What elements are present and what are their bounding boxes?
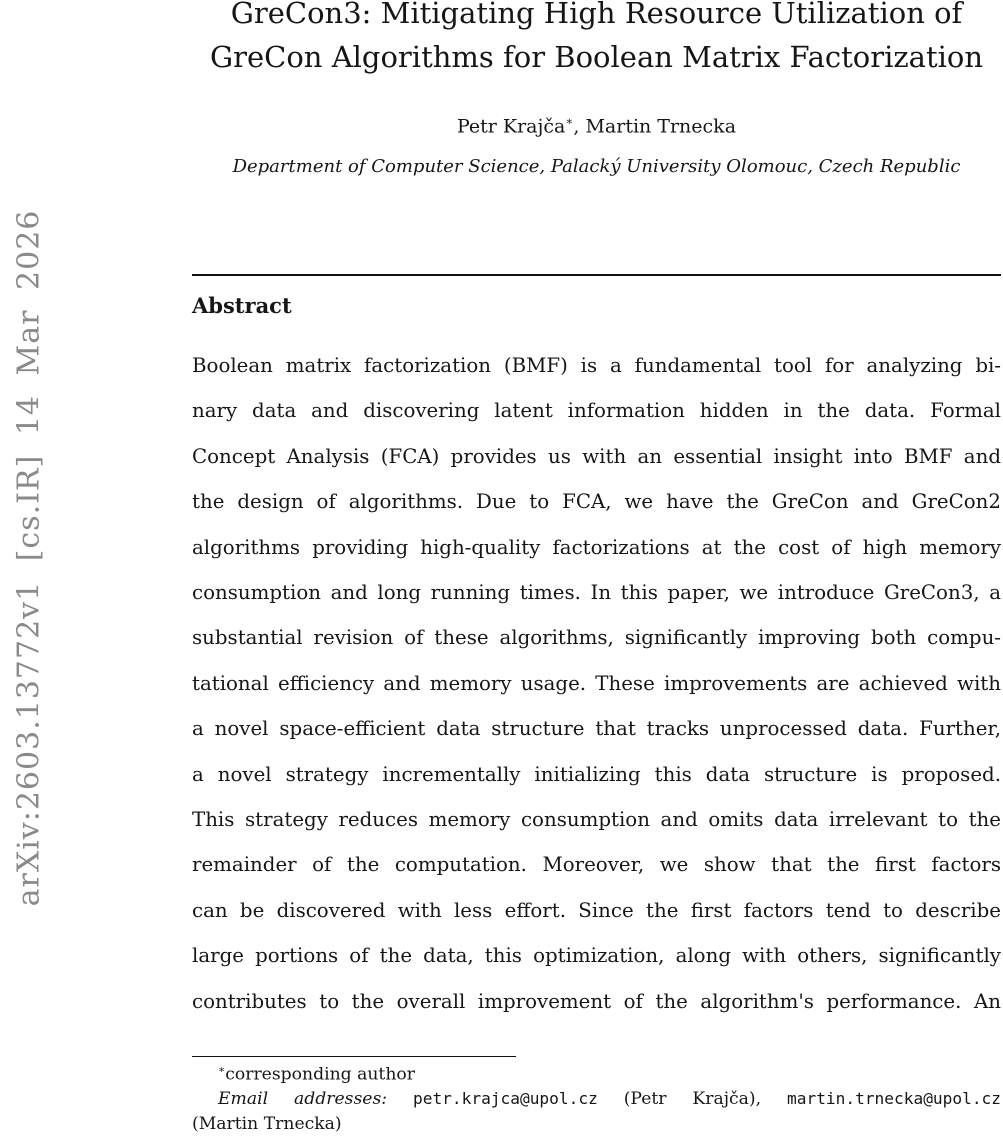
- author-1: Petr Krajča: [457, 115, 565, 137]
- email-address-2: martin.trnecka@upol.cz: [787, 1089, 1001, 1108]
- abstract-line: nary data and discovering latent information hidden in the data. Formal: [192, 388, 1001, 433]
- author-2: Martin Trnecka: [585, 115, 736, 137]
- email-addresses-label: Email addresses:: [218, 1089, 413, 1109]
- abstract-line: This strategy reduces memory consumption and omits data irrelevant to the: [192, 797, 1001, 842]
- abstract-line: Boolean matrix factorization (BMF) is a fundamental tool for analyzing bi-: [192, 343, 1001, 388]
- abstract-line: substantial revision of these algorithms, significantly improving both compu-: [192, 615, 1001, 660]
- corresponding-author-marker: ∗: [565, 114, 573, 128]
- footnote-corresponding-text: corresponding author: [225, 1065, 415, 1085]
- email-1-owner: (Petr Krajča),: [598, 1089, 787, 1109]
- abstract-line: a novel strategy incrementally initializing this data structure is proposed.: [192, 752, 1001, 797]
- footnote-corresponding: [192, 1063, 1001, 1085]
- email-2-owner: (Martin Trnecka): [192, 1112, 1001, 1136]
- affiliation: Department of Computer Science, Palacký University Olomouc, Czech Republic: [192, 156, 1001, 177]
- abstract-line: a novel space-efficient data structure that tracks unprocessed data. Further,: [192, 706, 1001, 751]
- abstract-line: the design of algorithms. Due to FCA, we have the GreCon and GreCon2: [192, 479, 1001, 524]
- abstract-line: tational efficiency and memory usage. These improvements are achieved with: [192, 661, 1001, 706]
- abstract-line: Concept Analysis (FCA) provides us with an essential insight into BMF and: [192, 434, 1001, 479]
- footnote-email-line: [192, 1087, 1001, 1112]
- abstract-line: consumption and long running times. In this paper, we introduce GreCon3, a: [192, 570, 1001, 615]
- email-address-1: petr.krajca@upol.cz: [413, 1089, 598, 1108]
- abstract-line: contributes to the overall improvement of the algorithm's performance. An: [192, 979, 1001, 1024]
- abstract-line: algorithms providing high-quality factorizations at the cost of high memory: [192, 525, 1001, 570]
- abstract-line: remainder of the computation. Moreover, we show that the first factors: [192, 842, 1001, 887]
- footnote-emails: [192, 1087, 1001, 1136]
- authors-line: [192, 114, 1001, 137]
- abstract-line: can be discovered with less effort. Since the first factors tend to describe: [192, 888, 1001, 933]
- paper-title-line-2: GreCon Algorithms for Boolean Matrix Factorization: [192, 35, 1001, 79]
- abstract-body: [192, 343, 1001, 1024]
- author-separator: ,: [573, 115, 585, 137]
- footnote-marker: ∗: [218, 1063, 225, 1076]
- arxiv-watermark: arXiv:2603.13772v1 [cs.IR] 14 Mar 2026: [12, 210, 47, 907]
- paper-title: [192, 0, 1001, 79]
- abstract-line: large portions of the data, this optimization, along with others, significantly: [192, 933, 1001, 978]
- abstract-heading: Abstract: [192, 293, 1001, 318]
- footnote-rule: [192, 1056, 516, 1057]
- abstract-top-rule: [192, 274, 1001, 276]
- paper-title-line-1: GreCon3: Mitigating High Resource Utilization of: [192, 0, 1001, 35]
